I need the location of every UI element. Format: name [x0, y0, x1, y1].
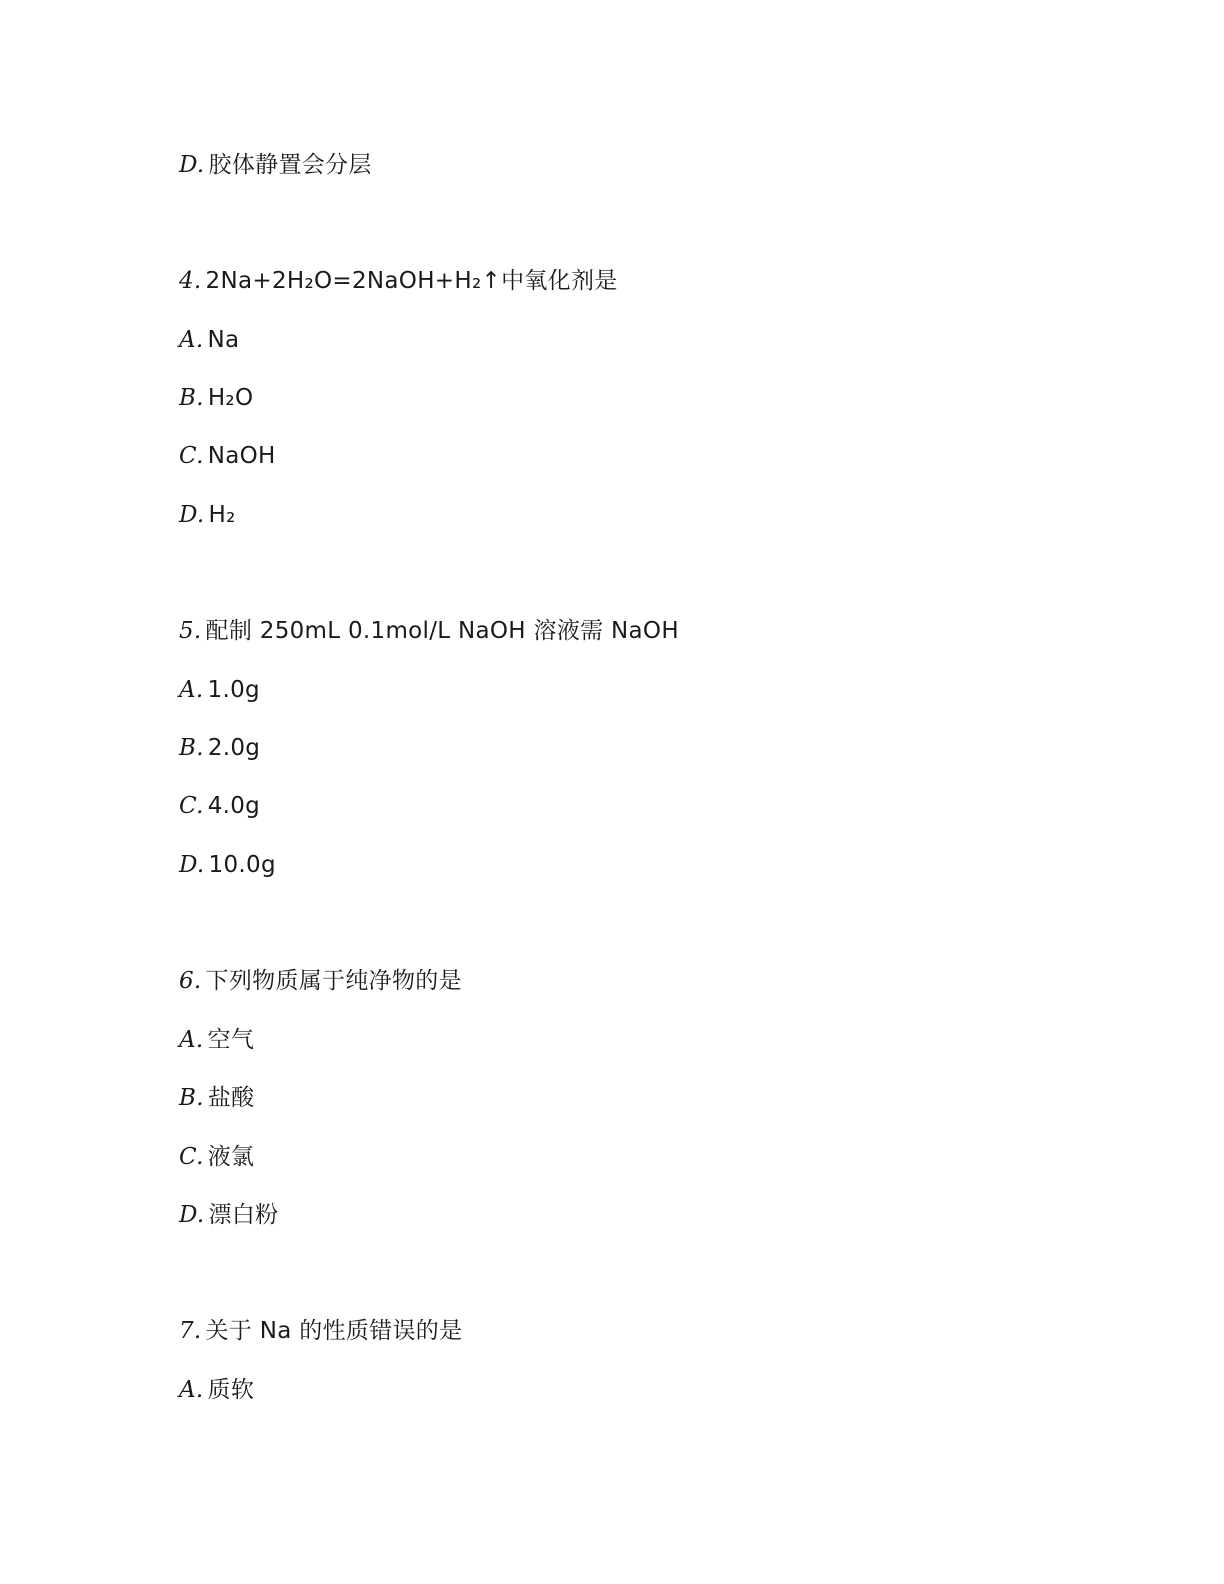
- option-label: D.: [179, 152, 205, 178]
- option-label: D.: [179, 852, 205, 878]
- option-text: 漂白粉: [208, 1202, 279, 1228]
- option-label: B.: [179, 1085, 204, 1111]
- question-number: 6.: [179, 968, 202, 994]
- q4-option-a: [179, 325, 239, 355]
- option-text: 盐酸: [207, 1085, 255, 1111]
- option-label: A.: [179, 327, 204, 353]
- option-label: B.: [179, 735, 204, 761]
- q4-option-d: [179, 500, 236, 530]
- option-text: NaOH: [207, 443, 276, 469]
- option-text: Na: [207, 327, 240, 353]
- option-text: 液氯: [207, 1144, 255, 1170]
- option-text: 4.0g: [207, 793, 261, 819]
- option-label: D.: [179, 1202, 205, 1228]
- option-label: C.: [179, 1144, 204, 1170]
- q6-option-d: [179, 1200, 278, 1230]
- question-text: 关于 Na 的性质错误的是: [205, 1318, 463, 1344]
- option-label: A.: [179, 677, 204, 703]
- q5-option-d: [179, 850, 276, 880]
- option-label: A.: [179, 1027, 204, 1053]
- option-label: C.: [179, 443, 204, 469]
- question-text: 配制 250mL 0.1mol/L NaOH 溶液需 NaOH: [205, 618, 679, 644]
- option-label: A.: [179, 1377, 204, 1403]
- option-label: B.: [179, 385, 204, 411]
- q6-option-b: [179, 1083, 254, 1113]
- option-text: H₂O: [207, 385, 254, 411]
- option-text: 空气: [207, 1027, 255, 1053]
- q5-option-a: [179, 675, 260, 705]
- q3-option-d: [179, 150, 372, 180]
- option-text: 2.0g: [207, 735, 261, 761]
- option-label: D.: [179, 502, 205, 528]
- q4-stem: [179, 266, 618, 296]
- option-text: 10.0g: [208, 852, 276, 878]
- q6-option-c: [179, 1142, 254, 1172]
- option-text: H₂: [208, 502, 236, 528]
- question-number: 7.: [179, 1318, 202, 1344]
- question-text: 下列物质属于纯净物的是: [205, 968, 462, 994]
- option-text: 质软: [207, 1377, 255, 1403]
- q7-option-a: [179, 1375, 254, 1405]
- q4-option-c: [179, 441, 276, 471]
- question-number: 5.: [179, 618, 202, 644]
- q5-option-b: [179, 733, 260, 763]
- q7-stem: [179, 1316, 462, 1346]
- q6-stem: [179, 966, 462, 996]
- q4-option-b: [179, 383, 253, 413]
- q5-stem: [179, 616, 679, 646]
- q6-option-a: [179, 1025, 254, 1055]
- option-text: 1.0g: [207, 677, 260, 703]
- question-text: 2Na+2H₂O=2NaOH+H₂↑中氧化剂是: [205, 268, 618, 294]
- option-label: C.: [179, 793, 204, 819]
- q5-option-c: [179, 791, 260, 821]
- question-number: 4.: [179, 268, 202, 294]
- option-text: 胶体静置会分层: [208, 152, 372, 178]
